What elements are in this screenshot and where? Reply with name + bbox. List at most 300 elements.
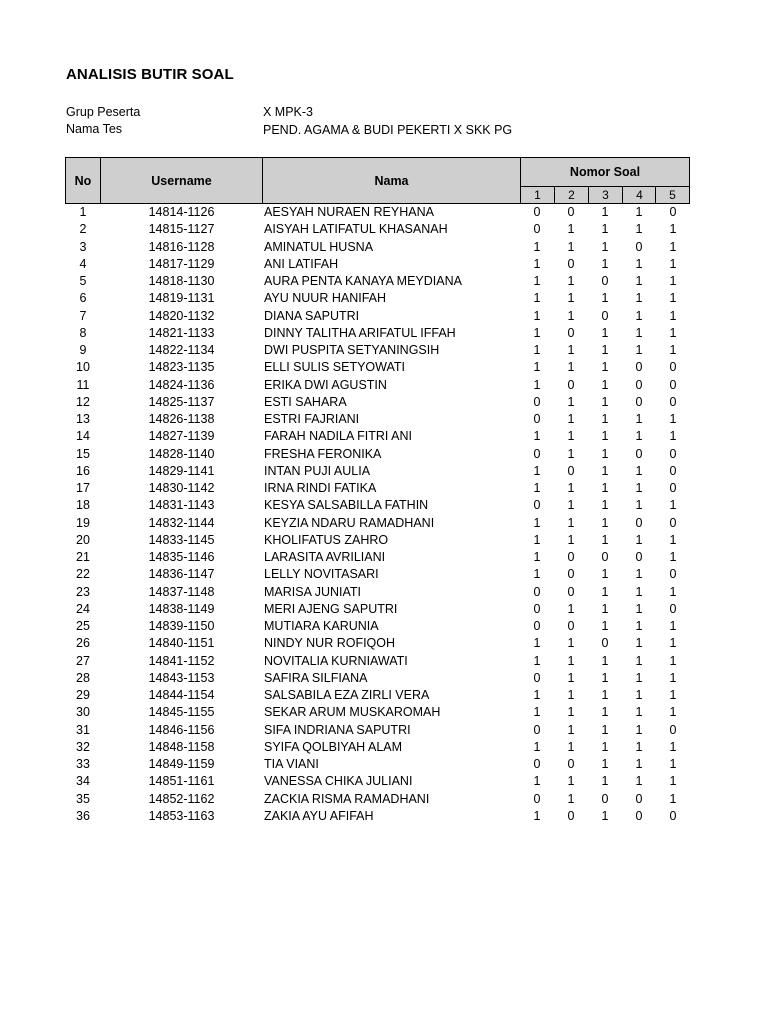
row-score-soal-5: 1: [669, 791, 677, 806]
row-score-soal-1: 0: [533, 412, 541, 426]
row-score-soal-2: 1: [567, 412, 575, 426]
row-score-soal-1: 1: [533, 239, 541, 254]
row-username: 14828-1140: [148, 446, 215, 461]
table-row: [0, 549, 768, 566]
row-username: 14816-1128: [148, 239, 215, 254]
row-score-soal-3: 1: [601, 463, 609, 478]
row-score-soal-1: 1: [533, 343, 541, 357]
table-row: [0, 497, 768, 514]
row-score-soal-1: 1: [533, 429, 541, 444]
row-score-soal-1: 0: [533, 722, 541, 737]
row-score-soal-3: 1: [601, 498, 609, 513]
row-score-soal-1: 0: [533, 394, 541, 409]
row-nama: AESYAH NURAEN REYHANA: [264, 205, 434, 219]
row-username: 14845-1155: [148, 705, 215, 720]
table-row: [0, 791, 768, 808]
row-score-soal-3: 1: [601, 429, 609, 444]
row-score-soal-5: 1: [669, 619, 677, 633]
row-score-soal-1: 1: [533, 808, 541, 823]
row-score-soal-2: 1: [567, 774, 575, 789]
table-row: [0, 756, 768, 773]
row-score-soal-3: 1: [601, 256, 609, 271]
row-score-soal-1: 0: [533, 757, 541, 771]
table-row: [0, 670, 768, 687]
row-score-soal-3: 1: [601, 705, 609, 720]
header-soal-5: 5: [655, 186, 690, 204]
row-nama: MARISA JUNIATI: [264, 584, 362, 599]
row-no: 16: [76, 463, 90, 478]
row-score-soal-5: 0: [669, 463, 677, 478]
row-score-soal-3: 0: [601, 791, 609, 806]
table-row: [0, 601, 768, 618]
row-score-soal-5: 0: [669, 360, 677, 375]
table-row: [0, 377, 768, 394]
row-username: 14835-1146: [148, 550, 215, 564]
row-score-soal-5: 0: [669, 722, 677, 737]
table-row: [0, 722, 768, 739]
row-score-soal-1: 1: [533, 550, 541, 564]
header-no: No: [65, 157, 101, 204]
row-nama: ZAKIA AYU AFIFAH: [264, 808, 374, 823]
row-score-soal-1: 1: [533, 256, 541, 271]
row-nama: LELLY NOVITASARI: [264, 567, 379, 582]
row-no: 23: [76, 584, 90, 599]
row-score-soal-1: 0: [533, 498, 541, 513]
table-row: [0, 342, 768, 359]
row-score-soal-4: 1: [635, 308, 643, 323]
row-score-soal-2: 0: [567, 325, 575, 340]
row-username: 14823-1135: [148, 360, 215, 375]
row-username: 14837-1148: [148, 584, 215, 599]
row-no: 1: [79, 205, 87, 219]
row-score-soal-1: 0: [533, 446, 541, 461]
row-score-soal-1: 1: [533, 325, 541, 340]
row-nama: FRESHA FERONIKA: [264, 446, 382, 461]
header-soal-2: 2: [554, 186, 589, 204]
row-score-soal-5: 1: [669, 584, 677, 599]
row-nama: DIANA SAPUTRI: [264, 308, 360, 323]
row-score-soal-5: 0: [669, 601, 677, 616]
row-nama: SEKAR ARUM MUSKAROMAH: [264, 705, 441, 720]
row-score-soal-2: 0: [567, 567, 575, 582]
row-score-soal-4: 1: [635, 774, 643, 789]
row-score-soal-1: 0: [533, 584, 541, 599]
row-score-soal-1: 1: [533, 739, 541, 754]
row-score-soal-5: 0: [669, 394, 677, 409]
row-score-soal-4: 1: [635, 429, 643, 444]
row-score-soal-2: 0: [567, 757, 575, 771]
row-score-soal-4: 1: [635, 653, 643, 668]
row-nama: KESYA SALSABILLA FATHIN: [264, 498, 429, 513]
table-row: [0, 273, 768, 290]
row-score-soal-1: 1: [533, 377, 541, 392]
row-username: 14815-1127: [148, 222, 215, 237]
row-username: 14840-1151: [148, 636, 215, 651]
row-score-soal-3: 1: [601, 722, 609, 737]
row-score-soal-5: 1: [669, 705, 677, 720]
row-score-soal-3: 1: [601, 757, 609, 771]
header-soal-1: 1: [520, 186, 555, 204]
results-table-body: [0, 204, 768, 825]
row-score-soal-3: 1: [601, 205, 609, 219]
row-username: 14852-1162: [148, 791, 215, 806]
table-row: [0, 290, 768, 307]
table-row: [0, 653, 768, 670]
row-username: 14851-1161: [148, 774, 215, 789]
row-score-soal-5: 0: [669, 567, 677, 582]
row-no: 32: [76, 739, 90, 754]
row-no: 11: [76, 377, 90, 392]
row-score-soal-1: 0: [533, 601, 541, 616]
row-score-soal-3: 1: [601, 377, 609, 392]
row-score-soal-1: 0: [533, 222, 541, 237]
row-no: 10: [76, 360, 90, 375]
row-score-soal-2: 0: [567, 256, 575, 271]
row-score-soal-5: 1: [669, 550, 677, 564]
row-no: 8: [79, 325, 87, 340]
row-username: 14826-1138: [148, 412, 215, 426]
row-username: 14830-1142: [148, 481, 215, 495]
row-score-soal-4: 1: [635, 567, 643, 582]
row-score-soal-3: 1: [601, 653, 609, 668]
row-score-soal-5: 1: [669, 239, 677, 254]
row-nama: SYIFA QOLBIYAH ALAM: [264, 739, 403, 754]
row-username: 14848-1158: [148, 739, 215, 754]
table-row: [0, 446, 768, 463]
row-nama: ESTRI FAJRIANI: [264, 412, 360, 426]
row-score-soal-2: 1: [567, 429, 575, 444]
row-score-soal-3: 0: [601, 636, 609, 651]
header-soal-4: 4: [622, 186, 657, 204]
table-row: [0, 480, 768, 497]
row-score-soal-3: 1: [601, 291, 609, 306]
row-score-soal-1: 1: [533, 705, 541, 720]
row-no: 28: [76, 670, 90, 685]
row-score-soal-4: 0: [635, 808, 643, 823]
row-nama: AYU NUUR HANIFAH: [264, 291, 387, 306]
row-score-soal-3: 1: [601, 532, 609, 547]
row-score-soal-3: 1: [601, 774, 609, 789]
row-username: 14841-1152: [148, 653, 215, 668]
row-score-soal-4: 1: [635, 584, 643, 599]
row-username: 14838-1149: [148, 601, 215, 616]
row-score-soal-2: 1: [567, 515, 575, 530]
table-row: [0, 411, 768, 428]
row-score-soal-2: 1: [567, 291, 575, 306]
row-score-soal-4: 1: [635, 325, 643, 340]
row-score-soal-3: 1: [601, 481, 609, 495]
row-score-soal-4: 1: [635, 739, 643, 754]
row-no: 19: [76, 515, 90, 530]
table-row: [0, 239, 768, 256]
row-score-soal-4: 1: [635, 670, 643, 685]
row-score-soal-3: 1: [601, 515, 609, 530]
row-no: 13: [76, 412, 90, 426]
row-nama: TIA VIANI: [264, 757, 319, 771]
row-score-soal-2: 1: [567, 394, 575, 409]
row-score-soal-3: 1: [601, 239, 609, 254]
row-score-soal-1: 0: [533, 619, 541, 633]
row-no: 33: [76, 757, 90, 771]
row-score-soal-2: 1: [567, 239, 575, 254]
table-row: [0, 635, 768, 652]
row-no: 36: [76, 808, 90, 823]
row-no: 25: [76, 619, 90, 633]
row-score-soal-4: 1: [635, 688, 643, 702]
row-score-soal-4: 1: [635, 757, 643, 771]
row-nama: ELLI SULIS SETYOWATI: [264, 360, 406, 375]
row-no: 24: [76, 601, 90, 616]
row-no: 31: [76, 722, 90, 737]
row-no: 5: [79, 274, 87, 288]
row-score-soal-5: 0: [669, 481, 677, 495]
row-score-soal-4: 1: [635, 619, 643, 633]
grup-peserta-label: Grup Peserta: [66, 105, 141, 119]
row-score-soal-4: 1: [635, 463, 643, 478]
table-row: [0, 428, 768, 445]
table-row: [0, 359, 768, 376]
row-nama: KHOLIFATUS ZAHRO: [264, 532, 389, 547]
row-score-soal-5: 1: [669, 688, 677, 702]
header-username: Username: [100, 157, 263, 204]
row-nama: NINDY NUR ROFIQOH: [264, 636, 396, 651]
row-score-soal-2: 1: [567, 308, 575, 323]
row-nama: SAFIRA SILFIANA: [264, 670, 368, 685]
row-score-soal-2: 0: [567, 619, 575, 633]
row-score-soal-1: 1: [533, 653, 541, 668]
row-no: 14: [76, 429, 90, 444]
grup-peserta-value: X MPK-3: [263, 105, 314, 119]
row-score-soal-5: 1: [669, 532, 677, 547]
row-score-soal-2: 0: [567, 808, 575, 823]
row-score-soal-1: 1: [533, 463, 541, 478]
row-score-soal-5: 1: [669, 774, 677, 789]
table-row: [0, 221, 768, 238]
table-row: [0, 687, 768, 704]
table-row: [0, 204, 768, 221]
row-score-soal-4: 1: [635, 601, 643, 616]
row-score-soal-5: 1: [669, 757, 677, 771]
row-username: 14827-1139: [148, 429, 215, 444]
row-score-soal-2: 0: [567, 584, 575, 599]
row-username: 14836-1147: [148, 567, 215, 582]
row-username: 14824-1136: [148, 377, 215, 392]
row-no: 9: [79, 343, 87, 357]
row-username: 14843-1153: [148, 670, 215, 685]
row-score-soal-5: 1: [669, 498, 677, 513]
row-score-soal-3: 1: [601, 360, 609, 375]
row-no: 27: [76, 653, 90, 668]
row-score-soal-3: 1: [601, 567, 609, 582]
row-score-soal-2: 0: [567, 463, 575, 478]
row-score-soal-5: 1: [669, 222, 677, 237]
row-score-soal-2: 1: [567, 481, 575, 495]
header-nama: Nama: [262, 157, 521, 204]
row-username: 14829-1141: [148, 463, 215, 478]
row-score-soal-1: 1: [533, 567, 541, 582]
row-score-soal-4: 1: [635, 412, 643, 426]
row-nama: NOVITALIA KURNIAWATI: [264, 653, 408, 668]
table-row: [0, 808, 768, 825]
row-score-soal-5: 1: [669, 653, 677, 668]
row-score-soal-4: 0: [635, 515, 643, 530]
row-no: 18: [76, 498, 90, 513]
row-score-soal-1: 1: [533, 308, 541, 323]
row-score-soal-2: 1: [567, 343, 575, 357]
row-no: 2: [79, 222, 87, 237]
row-nama: MUTIARA KARUNIA: [264, 619, 379, 633]
row-score-soal-2: 1: [567, 222, 575, 237]
row-score-soal-1: 1: [533, 481, 541, 495]
row-score-soal-1: 1: [533, 515, 541, 530]
row-score-soal-5: 1: [669, 343, 677, 357]
row-score-soal-4: 1: [635, 532, 643, 547]
row-score-soal-2: 0: [567, 550, 575, 564]
page-title: ANALISIS BUTIR SOAL: [66, 66, 234, 83]
row-score-soal-2: 1: [567, 739, 575, 754]
row-no: 20: [76, 532, 90, 547]
row-score-soal-2: 1: [567, 360, 575, 375]
row-nama: KEYZIA NDARU RAMADHANI: [264, 515, 435, 530]
row-score-soal-5: 0: [669, 808, 677, 823]
row-score-soal-2: 1: [567, 653, 575, 668]
table-row: [0, 566, 768, 583]
row-nama: SIFA INDRIANA SAPUTRI: [264, 722, 411, 737]
row-score-soal-2: 1: [567, 791, 575, 806]
row-username: 14818-1130: [148, 274, 215, 288]
row-score-soal-3: 1: [601, 688, 609, 702]
row-username: 14832-1144: [148, 515, 215, 530]
row-score-soal-5: 0: [669, 515, 677, 530]
row-score-soal-3: 1: [601, 222, 609, 237]
row-score-soal-5: 0: [669, 205, 677, 219]
row-score-soal-3: 0: [601, 274, 609, 288]
row-score-soal-2: 1: [567, 601, 575, 616]
row-nama: VANESSA CHIKA JULIANI: [264, 774, 413, 789]
row-score-soal-4: 1: [635, 498, 643, 513]
row-username: 14814-1126: [148, 205, 215, 219]
row-no: 17: [76, 481, 90, 495]
row-no: 35: [76, 791, 90, 806]
row-username: 14820-1132: [148, 308, 215, 323]
row-score-soal-5: 1: [669, 308, 677, 323]
row-score-soal-3: 1: [601, 584, 609, 599]
row-nama: AISYAH LATIFATUL KHASANAH: [264, 222, 448, 237]
row-username: 14825-1137: [148, 394, 215, 409]
table-row: [0, 704, 768, 721]
row-score-soal-2: 0: [567, 377, 575, 392]
row-score-soal-5: 1: [669, 429, 677, 444]
row-no: 12: [76, 394, 90, 409]
table-row: [0, 773, 768, 790]
row-username: 14819-1131: [148, 291, 215, 306]
row-username: 14846-1156: [148, 722, 215, 737]
row-no: 22: [76, 567, 90, 582]
row-score-soal-3: 1: [601, 343, 609, 357]
row-score-soal-2: 1: [567, 722, 575, 737]
row-score-soal-5: 1: [669, 739, 677, 754]
row-score-soal-3: 1: [601, 446, 609, 461]
row-score-soal-4: 1: [635, 205, 643, 219]
row-no: 21: [76, 550, 90, 564]
row-username: 14839-1150: [148, 619, 215, 633]
row-score-soal-1: 1: [533, 360, 541, 375]
row-score-soal-3: 1: [601, 394, 609, 409]
nama-tes-value: PEND. AGAMA & BUDI PEKERTI X SKK PG: [263, 123, 513, 137]
table-row: [0, 308, 768, 325]
table-row: [0, 584, 768, 601]
row-username: 14853-1163: [148, 808, 215, 823]
row-nama: ANI LATIFAH: [264, 256, 339, 271]
row-no: 15: [76, 446, 90, 461]
row-score-soal-2: 1: [567, 670, 575, 685]
row-username: 14821-1133: [148, 325, 215, 340]
row-no: 29: [76, 688, 90, 702]
row-score-soal-5: 1: [669, 274, 677, 288]
row-score-soal-4: 0: [635, 550, 643, 564]
row-score-soal-4: 1: [635, 256, 643, 271]
row-score-soal-4: 1: [635, 274, 643, 288]
table-row: [0, 463, 768, 480]
row-nama: SALSABILA EZA ZIRLI VERA: [264, 688, 430, 702]
row-score-soal-3: 1: [601, 739, 609, 754]
row-score-soal-2: 0: [567, 205, 575, 219]
row-username: 14822-1134: [148, 343, 215, 357]
row-no: 4: [79, 256, 87, 271]
row-nama: ESTI SAHARA: [264, 394, 347, 409]
row-score-soal-3: 1: [601, 601, 609, 616]
row-nama: DINNY TALITHA ARIFATUL IFFAH: [264, 325, 456, 340]
row-nama: AURA PENTA KANAYA MEYDIANA: [264, 274, 462, 288]
table-row: [0, 515, 768, 532]
row-score-soal-2: 1: [567, 532, 575, 547]
row-score-soal-5: 1: [669, 412, 677, 426]
row-score-soal-4: 1: [635, 722, 643, 737]
table-row: [0, 256, 768, 273]
row-score-soal-1: 1: [533, 532, 541, 547]
row-score-soal-1: 1: [533, 636, 541, 651]
row-score-soal-4: 1: [635, 705, 643, 720]
row-score-soal-2: 1: [567, 274, 575, 288]
header-soal-3: 3: [588, 186, 623, 204]
row-score-soal-5: 1: [669, 256, 677, 271]
table-row: [0, 394, 768, 411]
row-nama: DWI PUSPITA SETYANINGSIH: [264, 343, 440, 357]
row-score-soal-2: 1: [567, 636, 575, 651]
row-score-soal-3: 1: [601, 670, 609, 685]
row-username: 14844-1154: [148, 688, 215, 702]
row-score-soal-5: 1: [669, 291, 677, 306]
row-score-soal-2: 1: [567, 705, 575, 720]
table-row: [0, 618, 768, 635]
row-score-soal-1: 1: [533, 688, 541, 702]
row-score-soal-2: 1: [567, 498, 575, 513]
row-username: 14849-1159: [148, 757, 215, 771]
row-score-soal-5: 1: [669, 670, 677, 685]
row-score-soal-3: 1: [601, 325, 609, 340]
row-score-soal-1: 1: [533, 274, 541, 288]
row-score-soal-2: 1: [567, 688, 575, 702]
row-score-soal-5: 0: [669, 446, 677, 461]
row-score-soal-5: 1: [669, 325, 677, 340]
row-nama: IRNA RINDI FATIKA: [264, 481, 377, 495]
row-no: 30: [76, 705, 90, 720]
row-no: 6: [79, 291, 87, 306]
row-no: 7: [79, 308, 87, 323]
row-score-soal-3: 1: [601, 619, 609, 633]
row-score-soal-4: 1: [635, 636, 643, 651]
row-no: 3: [79, 239, 87, 254]
